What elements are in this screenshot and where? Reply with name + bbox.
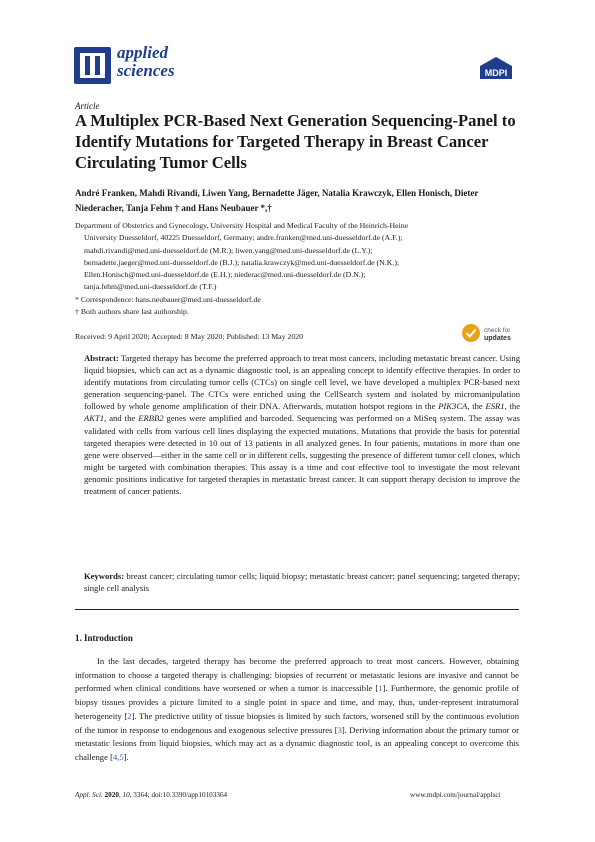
author-list: André Franken, Mahdi Rivandi, Liwen Yang, Bernadette Jäger, Natalia Krawczyk, Ellen Honisch, Dieter Niederacher, Tanja Fehm † and Hans Neubauer *,† (75, 188, 479, 213)
footer-year: 2020 (104, 791, 119, 799)
section-heading: 1. Introduction (75, 633, 133, 643)
abstract-text: Targeted therapy has become the preferred approach to treat most cancers, including metastatic breast cancer. Using liquid biopsies, which can act as a dynamic diagnostic tool, is an appealing concept to identify effective therapies. In order to identify mutations from circulating tumor cells (CTCs) on single cell level, we have developed a multiplex PCR-based next generation sequencing-panel. The CTCs were enriched using the CellSearch system and isolated by micromanipulation followed by whole genome amplification of their DNA. Afterwards, mutation hotspot regions in the (84, 353, 520, 412)
article-type: Article (75, 101, 100, 111)
publication-dates: Received: 9 April 2020; Accepted: 8 May 2020; Published: 13 May 2020 (75, 332, 304, 341)
citation-link[interactable]: 1 (378, 683, 383, 694)
paper-title: A Multiplex PCR-Based Next Generation Sequencing-Panel to Identify Mutations for Targeted Therapy in Breast Cancer Circulating Tumor Cells (75, 111, 516, 172)
footer-url[interactable]: www.mdpi.com/journal/applsci (410, 791, 501, 799)
intro-text: ]. Deriving information about the primary tumor or metastatic lesions from liquid biopsies, which may act as a dynamic diagnostic tool, is an appealing concept to overcome this challenge [ (75, 724, 520, 762)
keywords (84, 570, 520, 594)
affiliation-line: tanja.fehm@med.uni-duesseldorf.de (T.F.) (84, 282, 217, 292)
journal-name-line2: sciences (117, 61, 175, 80)
section-divider (75, 609, 519, 610)
intro-text: ]. The predictive utility of tissue biopsies is limited by such factors, worsened still by the continuous evolution of the tumor in response to endogenous and exogenous selective pressures [ (75, 710, 519, 735)
footer-doi: , 3364; doi:10.3390/app10103364 (129, 791, 228, 799)
journal-name-line1: applied (117, 43, 168, 62)
footer-journal: Appl. Sci. (75, 791, 103, 799)
intro-text: ]. (123, 751, 129, 762)
mdpi-logo-text: MDPI (484, 68, 508, 78)
citation-link[interactable]: 3 (337, 724, 342, 735)
abstract-text: , the (467, 401, 486, 412)
citation-link[interactable]: 2 (127, 710, 132, 721)
journal-logo (74, 47, 111, 84)
gene-name: ERBB2 (138, 413, 164, 424)
affiliation-line: Department of Obstetrics and Gynecology, University Hospital and Medical Faculty of the Heinrich-Heine (75, 221, 409, 230)
intro-text: In the last decades, targeted therapy has become the preferred approach to treat most cancers. However, obtaining information to choose a targeted therapy is challenging: biopsies of recurrent or metastatic lesions are invasive and cannot be performed when clinical conditions have worsened or when a tumor is inaccessible [ (75, 656, 519, 694)
keywords-label: Keywords: (84, 571, 125, 581)
abstract-label: Abstract: (84, 353, 119, 363)
intro-paragraph (75, 655, 519, 765)
gene-name: PIK3CA (438, 401, 468, 412)
gene-name: AKT1 (84, 413, 105, 424)
journal-name (117, 44, 175, 80)
abstract-text: , and the (104, 413, 139, 424)
check-badge-line1: check for (484, 327, 511, 334)
affiliation-line: University Duesseldorf, 40225 Duesseldorf, Germany; andre.franken@med.uni-duesseldorf.de (A.F.); (84, 233, 403, 243)
keywords-text: breast cancer; circulating tumor cells; liquid biopsy; metastatic breast cancer; panel sequencing; targeted therapy; single cell analysis (84, 571, 520, 594)
correspondence-note: * Correspondence: hans.neubauer@med.uni-duesseldorf.de (75, 294, 261, 304)
affiliation-line: bernadette.jaeger@med.uni-duesseldorf.de (B.J.); natalia.krawczyk@med.uni-duesseldorf.de (N.K.); (84, 257, 400, 267)
affiliation-line: Ellen.Honisch@med.uni-duesseldorf.de (E.H.); niederac@med.uni-duesseldorf.de (D.N.); (84, 270, 366, 280)
equal-authorship-note: † Both authors share last authorship. (75, 307, 189, 317)
intro-text: ]. Furthermore, the genomic profile of biopsy tissues provides a picture limited to a single point in space and time, and may, thus, under-represent intratumoral heterogeneity [ (75, 683, 519, 721)
mdpi-logo (478, 56, 514, 80)
check-circle-icon (462, 324, 480, 342)
affiliation-line: mahdi.rivandi@med.uni-duesseldorf.de (M.R.); liwen.yang@med.uni-duesseldorf.de (L.Y.); (84, 245, 373, 255)
check-for-updates-badge[interactable] (461, 322, 519, 344)
citation-link[interactable]: 4,5 (112, 751, 124, 762)
footer-volume: 10 (122, 791, 130, 799)
affiliations (75, 220, 525, 318)
abstract-text: genes were amplified and barcoded. Sequencing was performed on a MiSeq system. The assay was validated with cells from various cell lines displaying the expected mutations. Mutations that provide the basis for potential targeted therapies were detected in 10 out of 13 patients in all analyzed genes. In four patients, mutations in more than one gene were observed—either in the same cell or in different cells, suggesting the presence of different tumor cell clones, which might be targeted with combination therapies. This assay is a time and cost effective tool to investigate the most relevant genomic positions indicative for targeted therapies in metastatic breast cancer. It can support therapy decision to improve the treatment of cancer patients. (84, 413, 520, 497)
check-badge-line2: updates (484, 335, 511, 342)
abstract-text: , the (504, 401, 521, 412)
gene-name: ESR1 (485, 401, 505, 412)
footer-citation: Appl. Sci. 2020, 10, 3364; doi:10.3390/app10103364 (75, 791, 228, 799)
abstract (84, 352, 520, 497)
